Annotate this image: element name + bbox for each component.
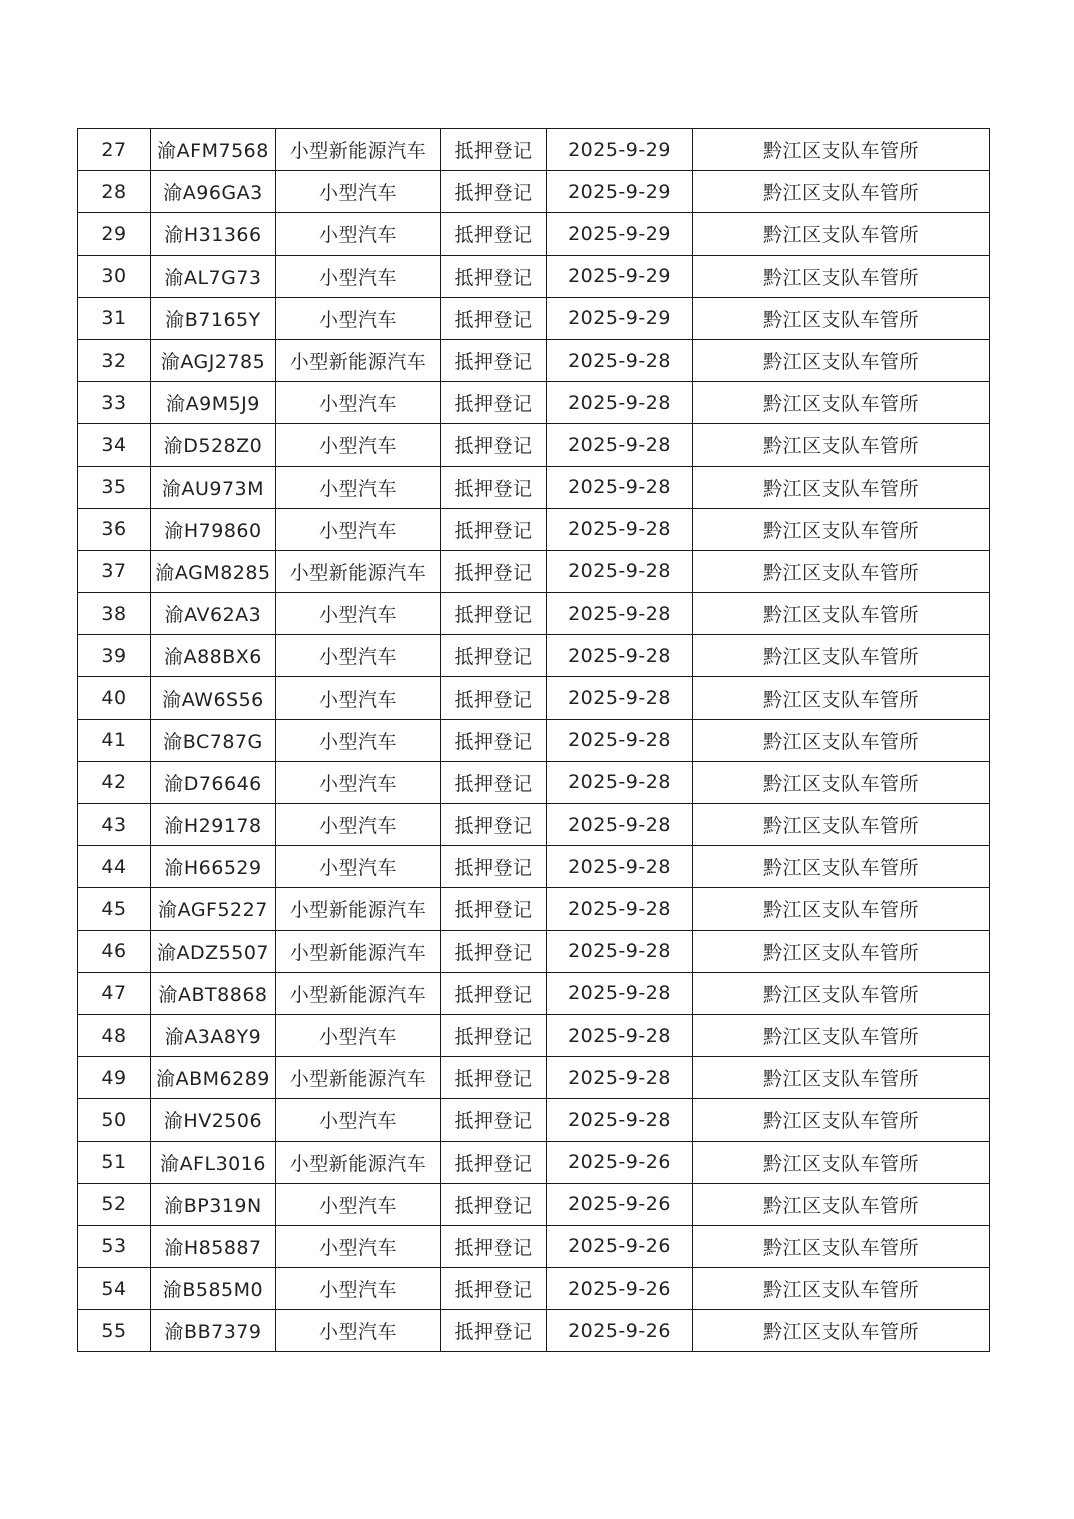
row-number-cell: 54 bbox=[78, 1268, 151, 1310]
table-row bbox=[78, 888, 990, 930]
plate-number-cell: 渝BP319N bbox=[151, 1183, 276, 1225]
vehicle-type-cell: 小型新能源汽车 bbox=[276, 972, 441, 1014]
vehicle-type-cell: 小型汽车 bbox=[276, 761, 441, 803]
office-cell: 黔江区支队车管所 bbox=[693, 1268, 990, 1310]
office-cell: 黔江区支队车管所 bbox=[693, 593, 990, 635]
table-row bbox=[78, 129, 990, 171]
registration-type-cell: 抵押登记 bbox=[441, 930, 547, 972]
vehicle-type-cell: 小型汽车 bbox=[276, 297, 441, 339]
date-cell: 2025-9-28 bbox=[547, 719, 693, 761]
plate-number-cell: 渝H29178 bbox=[151, 804, 276, 846]
table-row bbox=[78, 972, 990, 1014]
date-cell: 2025-9-28 bbox=[547, 930, 693, 972]
date-cell: 2025-9-28 bbox=[547, 846, 693, 888]
office-cell: 黔江区支队车管所 bbox=[693, 1310, 990, 1352]
plate-number-cell: 渝ABM6289 bbox=[151, 1057, 276, 1099]
office-cell: 黔江区支队车管所 bbox=[693, 382, 990, 424]
row-number-cell: 34 bbox=[78, 424, 151, 466]
row-number-cell: 31 bbox=[78, 297, 151, 339]
plate-number-cell: 渝D528Z0 bbox=[151, 424, 276, 466]
registration-type-cell: 抵押登记 bbox=[441, 1057, 547, 1099]
plate-number-cell: 渝BC787G bbox=[151, 719, 276, 761]
date-cell: 2025-9-26 bbox=[547, 1225, 693, 1267]
registration-type-cell: 抵押登记 bbox=[441, 424, 547, 466]
plate-number-cell: 渝AGJ2785 bbox=[151, 339, 276, 381]
vehicle-type-cell: 小型汽车 bbox=[276, 255, 441, 297]
date-cell: 2025-9-26 bbox=[547, 1183, 693, 1225]
date-cell: 2025-9-28 bbox=[547, 1057, 693, 1099]
row-number-cell: 29 bbox=[78, 213, 151, 255]
vehicle-type-cell: 小型汽车 bbox=[276, 466, 441, 508]
table-row bbox=[78, 550, 990, 592]
office-cell: 黔江区支队车管所 bbox=[693, 339, 990, 381]
registration-type-cell: 抵押登记 bbox=[441, 129, 547, 171]
row-number-cell: 39 bbox=[78, 635, 151, 677]
registration-type-cell: 抵押登记 bbox=[441, 888, 547, 930]
plate-number-cell: 渝A3A8Y9 bbox=[151, 1014, 276, 1056]
registration-type-cell: 抵押登记 bbox=[441, 1183, 547, 1225]
table-row bbox=[78, 1268, 990, 1310]
office-cell: 黔江区支队车管所 bbox=[693, 677, 990, 719]
registration-type-cell: 抵押登记 bbox=[441, 213, 547, 255]
table-row bbox=[78, 1183, 990, 1225]
plate-number-cell: 渝ADZ5507 bbox=[151, 930, 276, 972]
row-number-cell: 50 bbox=[78, 1099, 151, 1141]
vehicle-type-cell: 小型汽车 bbox=[276, 719, 441, 761]
vehicle-type-cell: 小型新能源汽车 bbox=[276, 888, 441, 930]
row-number-cell: 52 bbox=[78, 1183, 151, 1225]
office-cell: 黔江区支队车管所 bbox=[693, 1057, 990, 1099]
registration-type-cell: 抵押登记 bbox=[441, 1268, 547, 1310]
row-number-cell: 27 bbox=[78, 129, 151, 171]
date-cell: 2025-9-28 bbox=[547, 382, 693, 424]
date-cell: 2025-9-28 bbox=[547, 593, 693, 635]
table-row bbox=[78, 804, 990, 846]
vehicle-type-cell: 小型新能源汽车 bbox=[276, 1057, 441, 1099]
vehicle-type-cell: 小型新能源汽车 bbox=[276, 1141, 441, 1183]
date-cell: 2025-9-28 bbox=[547, 972, 693, 1014]
vehicle-type-cell: 小型汽车 bbox=[276, 1099, 441, 1141]
row-number-cell: 35 bbox=[78, 466, 151, 508]
row-number-cell: 30 bbox=[78, 255, 151, 297]
table-body bbox=[78, 129, 990, 1352]
registration-type-cell: 抵押登记 bbox=[441, 1099, 547, 1141]
row-number-cell: 55 bbox=[78, 1310, 151, 1352]
table-row bbox=[78, 719, 990, 761]
row-number-cell: 44 bbox=[78, 846, 151, 888]
date-cell: 2025-9-28 bbox=[547, 339, 693, 381]
vehicle-type-cell: 小型汽车 bbox=[276, 382, 441, 424]
vehicle-type-cell: 小型汽车 bbox=[276, 1014, 441, 1056]
vehicle-type-cell: 小型新能源汽车 bbox=[276, 930, 441, 972]
office-cell: 黔江区支队车管所 bbox=[693, 972, 990, 1014]
vehicle-type-cell: 小型新能源汽车 bbox=[276, 339, 441, 381]
date-cell: 2025-9-28 bbox=[547, 424, 693, 466]
table-row bbox=[78, 297, 990, 339]
date-cell: 2025-9-28 bbox=[547, 804, 693, 846]
office-cell: 黔江区支队车管所 bbox=[693, 1225, 990, 1267]
table-row bbox=[78, 339, 990, 381]
date-cell: 2025-9-28 bbox=[547, 677, 693, 719]
table-row bbox=[78, 1057, 990, 1099]
table-row bbox=[78, 1099, 990, 1141]
office-cell: 黔江区支队车管所 bbox=[693, 424, 990, 466]
registration-type-cell: 抵押登记 bbox=[441, 1310, 547, 1352]
date-cell: 2025-9-29 bbox=[547, 255, 693, 297]
vehicle-type-cell: 小型汽车 bbox=[276, 213, 441, 255]
table-row bbox=[78, 677, 990, 719]
vehicle-type-cell: 小型汽车 bbox=[276, 424, 441, 466]
date-cell: 2025-9-26 bbox=[547, 1310, 693, 1352]
registration-type-cell: 抵押登记 bbox=[441, 550, 547, 592]
registration-type-cell: 抵押登记 bbox=[441, 466, 547, 508]
plate-number-cell: 渝AGM8285 bbox=[151, 550, 276, 592]
office-cell: 黔江区支队车管所 bbox=[693, 550, 990, 592]
vehicle-type-cell: 小型汽车 bbox=[276, 1310, 441, 1352]
office-cell: 黔江区支队车管所 bbox=[693, 761, 990, 803]
row-number-cell: 51 bbox=[78, 1141, 151, 1183]
registration-type-cell: 抵押登记 bbox=[441, 635, 547, 677]
row-number-cell: 48 bbox=[78, 1014, 151, 1056]
row-number-cell: 49 bbox=[78, 1057, 151, 1099]
date-cell: 2025-9-28 bbox=[547, 1014, 693, 1056]
plate-number-cell: 渝AW6S56 bbox=[151, 677, 276, 719]
plate-number-cell: 渝A9M5J9 bbox=[151, 382, 276, 424]
table-row bbox=[78, 213, 990, 255]
table-row bbox=[78, 382, 990, 424]
registration-table bbox=[77, 128, 990, 1352]
registration-type-cell: 抵押登记 bbox=[441, 804, 547, 846]
office-cell: 黔江区支队车管所 bbox=[693, 213, 990, 255]
table-row bbox=[78, 1014, 990, 1056]
date-cell: 2025-9-28 bbox=[547, 888, 693, 930]
table-row bbox=[78, 761, 990, 803]
office-cell: 黔江区支队车管所 bbox=[693, 255, 990, 297]
plate-number-cell: 渝B585M0 bbox=[151, 1268, 276, 1310]
office-cell: 黔江区支队车管所 bbox=[693, 635, 990, 677]
office-cell: 黔江区支队车管所 bbox=[693, 1099, 990, 1141]
table-row bbox=[78, 1141, 990, 1183]
office-cell: 黔江区支队车管所 bbox=[693, 297, 990, 339]
plate-number-cell: 渝BB7379 bbox=[151, 1310, 276, 1352]
registration-type-cell: 抵押登记 bbox=[441, 719, 547, 761]
office-cell: 黔江区支队车管所 bbox=[693, 930, 990, 972]
office-cell: 黔江区支队车管所 bbox=[693, 888, 990, 930]
office-cell: 黔江区支队车管所 bbox=[693, 1014, 990, 1056]
office-cell: 黔江区支队车管所 bbox=[693, 508, 990, 550]
vehicle-type-cell: 小型汽车 bbox=[276, 171, 441, 213]
plate-number-cell: 渝AGF5227 bbox=[151, 888, 276, 930]
vehicle-type-cell: 小型汽车 bbox=[276, 1225, 441, 1267]
vehicle-type-cell: 小型新能源汽车 bbox=[276, 129, 441, 171]
registration-type-cell: 抵押登记 bbox=[441, 677, 547, 719]
row-number-cell: 46 bbox=[78, 930, 151, 972]
date-cell: 2025-9-29 bbox=[547, 129, 693, 171]
vehicle-type-cell: 小型汽车 bbox=[276, 635, 441, 677]
registration-type-cell: 抵押登记 bbox=[441, 382, 547, 424]
row-number-cell: 33 bbox=[78, 382, 151, 424]
date-cell: 2025-9-28 bbox=[547, 550, 693, 592]
plate-number-cell: 渝H66529 bbox=[151, 846, 276, 888]
table-row bbox=[78, 171, 990, 213]
row-number-cell: 43 bbox=[78, 804, 151, 846]
date-cell: 2025-9-26 bbox=[547, 1268, 693, 1310]
row-number-cell: 53 bbox=[78, 1225, 151, 1267]
vehicle-type-cell: 小型汽车 bbox=[276, 677, 441, 719]
date-cell: 2025-9-29 bbox=[547, 297, 693, 339]
table-row bbox=[78, 424, 990, 466]
vehicle-type-cell: 小型汽车 bbox=[276, 1268, 441, 1310]
plate-number-cell: 渝AV62A3 bbox=[151, 593, 276, 635]
plate-number-cell: 渝A88BX6 bbox=[151, 635, 276, 677]
registration-type-cell: 抵押登记 bbox=[441, 1014, 547, 1056]
date-cell: 2025-9-29 bbox=[547, 213, 693, 255]
row-number-cell: 47 bbox=[78, 972, 151, 1014]
office-cell: 黔江区支队车管所 bbox=[693, 129, 990, 171]
table-row bbox=[78, 930, 990, 972]
table-row bbox=[78, 255, 990, 297]
vehicle-type-cell: 小型汽车 bbox=[276, 1183, 441, 1225]
plate-number-cell: 渝A96GA3 bbox=[151, 171, 276, 213]
table-row bbox=[78, 508, 990, 550]
office-cell: 黔江区支队车管所 bbox=[693, 1183, 990, 1225]
date-cell: 2025-9-26 bbox=[547, 1141, 693, 1183]
plate-number-cell: 渝H31366 bbox=[151, 213, 276, 255]
vehicle-type-cell: 小型汽车 bbox=[276, 508, 441, 550]
date-cell: 2025-9-28 bbox=[547, 508, 693, 550]
vehicle-type-cell: 小型汽车 bbox=[276, 593, 441, 635]
date-cell: 2025-9-28 bbox=[547, 761, 693, 803]
plate-number-cell: 渝H79860 bbox=[151, 508, 276, 550]
registration-type-cell: 抵押登记 bbox=[441, 171, 547, 213]
registration-type-cell: 抵押登记 bbox=[441, 508, 547, 550]
row-number-cell: 45 bbox=[78, 888, 151, 930]
registration-type-cell: 抵押登记 bbox=[441, 297, 547, 339]
registration-type-cell: 抵押登记 bbox=[441, 846, 547, 888]
office-cell: 黔江区支队车管所 bbox=[693, 804, 990, 846]
registration-type-cell: 抵押登记 bbox=[441, 1141, 547, 1183]
date-cell: 2025-9-29 bbox=[547, 171, 693, 213]
table-row bbox=[78, 1310, 990, 1352]
date-cell: 2025-9-28 bbox=[547, 635, 693, 677]
plate-number-cell: 渝B7165Y bbox=[151, 297, 276, 339]
date-cell: 2025-9-28 bbox=[547, 466, 693, 508]
vehicle-type-cell: 小型新能源汽车 bbox=[276, 550, 441, 592]
row-number-cell: 38 bbox=[78, 593, 151, 635]
plate-number-cell: 渝HV2506 bbox=[151, 1099, 276, 1141]
table-row bbox=[78, 466, 990, 508]
plate-number-cell: 渝AL7G73 bbox=[151, 255, 276, 297]
office-cell: 黔江区支队车管所 bbox=[693, 846, 990, 888]
plate-number-cell: 渝D76646 bbox=[151, 761, 276, 803]
registration-type-cell: 抵押登记 bbox=[441, 761, 547, 803]
table-row bbox=[78, 846, 990, 888]
office-cell: 黔江区支队车管所 bbox=[693, 719, 990, 761]
plate-number-cell: 渝H85887 bbox=[151, 1225, 276, 1267]
registration-type-cell: 抵押登记 bbox=[441, 339, 547, 381]
date-cell: 2025-9-28 bbox=[547, 1099, 693, 1141]
registration-type-cell: 抵押登记 bbox=[441, 255, 547, 297]
plate-number-cell: 渝AFM7568 bbox=[151, 129, 276, 171]
row-number-cell: 32 bbox=[78, 339, 151, 381]
row-number-cell: 41 bbox=[78, 719, 151, 761]
row-number-cell: 42 bbox=[78, 761, 151, 803]
row-number-cell: 28 bbox=[78, 171, 151, 213]
row-number-cell: 36 bbox=[78, 508, 151, 550]
office-cell: 黔江区支队车管所 bbox=[693, 1141, 990, 1183]
plate-number-cell: 渝ABT8868 bbox=[151, 972, 276, 1014]
registration-type-cell: 抵押登记 bbox=[441, 1225, 547, 1267]
table-row bbox=[78, 1225, 990, 1267]
office-cell: 黔江区支队车管所 bbox=[693, 171, 990, 213]
table-row bbox=[78, 593, 990, 635]
vehicle-type-cell: 小型汽车 bbox=[276, 846, 441, 888]
row-number-cell: 37 bbox=[78, 550, 151, 592]
office-cell: 黔江区支队车管所 bbox=[693, 466, 990, 508]
plate-number-cell: 渝AU973M bbox=[151, 466, 276, 508]
row-number-cell: 40 bbox=[78, 677, 151, 719]
registration-type-cell: 抵押登记 bbox=[441, 593, 547, 635]
plate-number-cell: 渝AFL3016 bbox=[151, 1141, 276, 1183]
table-row bbox=[78, 635, 990, 677]
registration-type-cell: 抵押登记 bbox=[441, 972, 547, 1014]
vehicle-type-cell: 小型汽车 bbox=[276, 804, 441, 846]
